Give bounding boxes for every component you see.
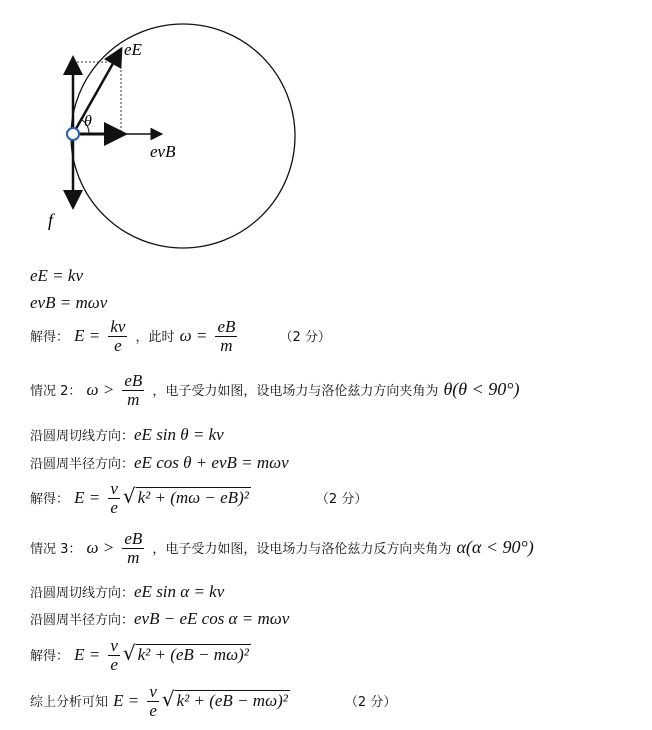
solution-2: 解得： E = $\frac{v}{e}$ √ k² + (mω − eB)² （2 分）	[30, 479, 368, 517]
case-label: 情况 2：	[30, 384, 82, 399]
omega-gt: ω >	[86, 538, 115, 557]
tangent-label: 沿圆周切线方向：	[30, 586, 135, 601]
solution-3: 解得： E = $\frac{v}{e}$ √ k² + (eB − mω)²	[30, 636, 249, 674]
fraction-eB-m: $\frac{eB}{m}$	[217, 317, 236, 355]
radial-equation: eE cos θ + evB = mωv	[134, 453, 289, 472]
fraction-v-e: $\frac{v}{e}$	[110, 479, 118, 517]
fraction-v-e: $\frac{v}{e}$	[110, 636, 118, 674]
case-text: ，电子受力如图，设电场力与洛伦兹力方向夹角为	[152, 384, 439, 399]
solution-prefix: 解得：	[30, 330, 70, 345]
electron	[67, 128, 79, 140]
radial-equation: evB − eE cos α = mωv	[134, 609, 290, 628]
label-evB: evB	[150, 142, 176, 161]
case-text: ，电子受力如图，设电场力与洛伦兹力反方向夹角为	[152, 542, 452, 557]
solution-lhs: E =	[74, 645, 101, 664]
omega-lhs: ω =	[179, 326, 208, 345]
tangent-label: 沿圆周切线方向：	[30, 429, 135, 444]
circular-orbit	[71, 24, 295, 248]
omega-gt: ω >	[86, 380, 115, 399]
summary-lhs: E =	[113, 691, 140, 710]
label-eE: eE	[124, 40, 142, 59]
solution-mid-text: ，此时	[135, 330, 175, 345]
tangent-equation: eE sin θ = kv	[134, 425, 224, 444]
sqrt-expression: k² + (eB − mω)²	[137, 645, 249, 664]
sqrt-expression: k² + (eB − mω)²	[176, 691, 288, 710]
score-2pts: （2 分）	[344, 695, 397, 710]
solution-prefix: 解得：	[30, 649, 70, 664]
solution-1	[30, 318, 331, 355]
solution-lhs: E =	[74, 488, 101, 507]
case-2-statement	[30, 372, 520, 409]
case-3-statement	[30, 530, 534, 567]
equation-evB: evB = mωv	[30, 293, 108, 312]
case-3-radial	[30, 609, 289, 629]
radial-label: 沿圆周半径方向：	[30, 457, 135, 472]
equation-eE-kv: eE = kv	[30, 266, 83, 285]
case-3-tangent	[30, 582, 224, 602]
label-theta: θ	[84, 113, 92, 130]
case-label: 情况 3：	[30, 542, 82, 557]
label-f: f	[48, 210, 54, 230]
score-2pts: （2 分）	[279, 330, 331, 345]
fraction-v-e: $\frac{v}{e}$	[149, 682, 157, 720]
summary: 综上分析可知 E = $\frac{v}{e}$ √ k² + (eB − mω)² （2 分）	[30, 682, 397, 720]
sqrt-expression: k² + (mω − eB)²	[137, 488, 249, 507]
summary-prefix: 综上分析可知	[30, 695, 109, 710]
angle-condition: α(α < 90°)	[456, 537, 534, 557]
fraction-eB-m: $\frac{eB}{m}$	[124, 529, 143, 567]
fraction-kv-e: $\frac{kv}{e}$	[110, 317, 126, 355]
force-diagram	[0, 0, 320, 250]
fraction-eB-m: $\frac{eB}{m}$	[124, 371, 143, 409]
solution-lhs: E =	[74, 326, 101, 345]
score-2pts: （2 分）	[315, 492, 368, 507]
case-2-tangent	[30, 425, 224, 445]
case-2-radial	[30, 453, 289, 473]
solution-prefix: 解得：	[30, 492, 70, 507]
angle-condition: θ(θ < 90°)	[443, 379, 520, 399]
radial-label: 沿圆周半径方向：	[30, 613, 135, 628]
tangent-equation: eE sin α = kv	[134, 582, 225, 601]
